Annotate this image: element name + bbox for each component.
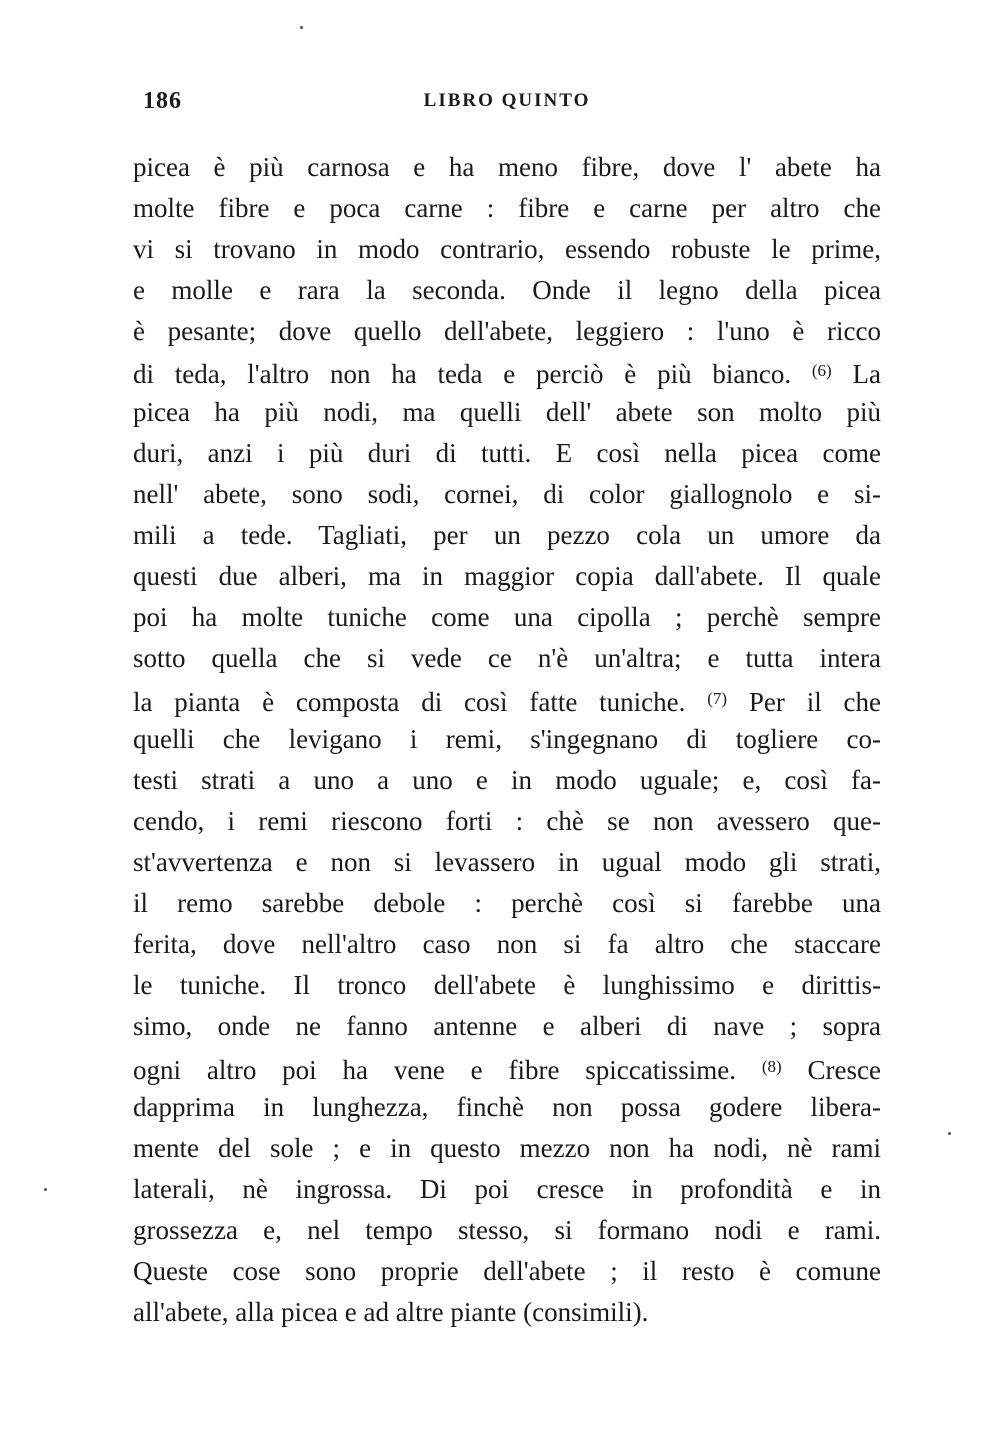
text-line <box>133 351 881 392</box>
text-line <box>133 1006 881 1047</box>
footnote-marker: (8) <box>761 1056 782 1076</box>
footnote-marker: (6) <box>811 361 832 381</box>
line-text: di teda, l'altro non ha teda e perciò è più bianco. <box>133 359 812 390</box>
text-line <box>133 1210 881 1251</box>
text-line <box>133 515 881 556</box>
line-text: simo, onde ne fanno antenne e alberi di nave ; sopra <box>133 1010 881 1041</box>
text-line <box>133 638 881 679</box>
paper-speck <box>300 26 303 29</box>
line-text: laterali, nè ingrossa. Di poi cresce in profondità e in <box>133 1174 881 1205</box>
line-text: duri, anzi i più duri di tutti. E così nella picea come <box>133 438 881 469</box>
text-line <box>133 924 881 965</box>
line-text: e molle e rara la seconda. Onde il legno della picea <box>133 274 881 305</box>
line-text: picea ha più nodi, ma quelli dell' abete son molto più <box>133 397 881 428</box>
line-text: la pianta è composta di così fatte tuniche. <box>133 686 708 717</box>
line-text: sotto quella che si vede ce n'è un'altra; e tutta intera <box>133 642 881 673</box>
text-line <box>133 842 881 883</box>
text-line <box>133 1292 881 1333</box>
line-text: nell' abete, sono sodi, cornei, di color giallognolo e si- <box>133 479 881 510</box>
line-text: picea è più carnosa e ha meno fibre, dove l' abete ha <box>133 152 881 182</box>
text-line <box>133 965 881 1006</box>
text-line <box>133 679 881 720</box>
text-line <box>133 801 881 842</box>
line-text: Queste cose sono proprie dell'abete ; il resto è comune <box>133 1256 881 1287</box>
text-line <box>133 1251 881 1292</box>
text-line <box>133 188 881 229</box>
body-text <box>133 147 881 1333</box>
footnote-marker: (7) <box>707 688 728 708</box>
text-line <box>133 883 881 924</box>
line-text: le tuniche. Il tronco dell'abete è lunghissimo e dirittis- <box>133 969 881 1000</box>
line-text: ferita, dove nell'altro caso non si fa altro che staccare <box>133 928 881 959</box>
line-text: testi strati a uno a uno e in modo uguale; e, così fa- <box>133 765 881 796</box>
line-text: il remo sarebbe debole : perchè così si farebbe una <box>133 888 881 919</box>
text-line <box>133 719 881 760</box>
text-line <box>133 147 881 188</box>
line-text: all'abete, alla picea e ad altre piante (consimili). <box>133 1296 649 1327</box>
line-text: questi due alberi, ma in maggior copia dall'abete. Il quale <box>133 560 881 591</box>
line-text: st'avvertenza e non si levassero in ugual modo gli strati, <box>133 847 881 878</box>
text-line <box>133 1169 881 1210</box>
text-line <box>133 474 881 515</box>
running-head: LIBRO QUINTO <box>423 90 591 111</box>
line-text: quelli che levigano i remi, s'ingegnano di togliere co- <box>133 724 881 755</box>
paper-speck <box>948 1132 951 1135</box>
line-text: grossezza e, nel tempo stesso, si formano nodi e rami. <box>133 1215 881 1246</box>
text-line <box>133 556 881 597</box>
text-line <box>133 1087 881 1128</box>
line-text-continued: La <box>831 359 881 390</box>
text-line <box>133 1128 881 1169</box>
line-text: poi ha molte tuniche come una cipolla ; perchè sempre <box>133 601 881 632</box>
line-text: mili a tede. Tagliati, per un pezzo cola un umore da <box>133 520 881 551</box>
line-text: ogni altro poi ha vene e fibre spiccatissime. <box>133 1054 762 1085</box>
text-line <box>133 270 881 311</box>
text-line <box>133 311 881 352</box>
text-line <box>133 1047 881 1088</box>
line-text: mente del sole ; e in questo mezzo non ha nodi, nè rami <box>133 1133 881 1164</box>
text-line <box>133 229 881 270</box>
line-text-continued: Cresce <box>781 1054 881 1085</box>
line-text: dapprima in lunghezza, finchè non possa godere libera- <box>133 1092 881 1123</box>
line-text-continued: Per il che <box>727 686 881 717</box>
text-line <box>133 597 881 638</box>
text-line <box>133 760 881 801</box>
line-text: molte fibre e poca carne : fibre e carne per altro che <box>133 192 881 223</box>
line-text: vi si trovano in modo contrario, essendo robuste le prime, <box>133 233 881 264</box>
line-text: cendo, i remi riescono forti : chè se non avessero que- <box>133 806 881 837</box>
line-text: è pesante; dove quello dell'abete, leggiero : l'uno è ricco <box>133 315 881 346</box>
page-header <box>133 88 881 118</box>
paper-speck <box>44 1188 47 1191</box>
text-line <box>133 392 881 433</box>
text-line <box>133 433 881 474</box>
page-number: 186 <box>143 88 182 114</box>
